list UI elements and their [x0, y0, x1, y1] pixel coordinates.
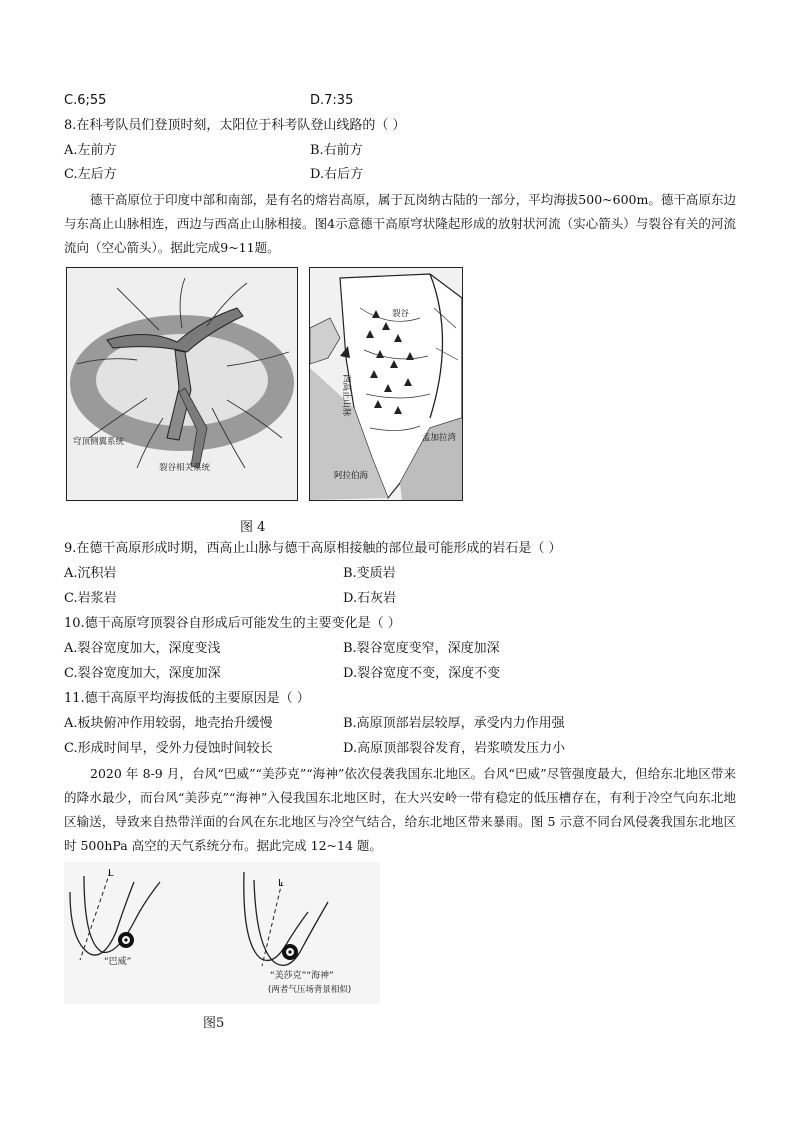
- trough-line-label-2: L: [278, 878, 284, 889]
- q11-option-b: B.高原顶部岩层较厚，承受内力作用强: [343, 716, 565, 731]
- bay-of-bengal-label: 孟加拉湾: [422, 433, 457, 443]
- q9-option-c: C.岩浆岩: [64, 591, 117, 606]
- rift-label: 裂谷: [392, 309, 410, 319]
- q9-option-a: A.沉积岩: [64, 566, 117, 581]
- q7-option-c: C.6;55: [64, 93, 107, 108]
- q8-option-d: D.右后方: [310, 167, 364, 182]
- figure-5-weather-systems: [64, 862, 380, 1004]
- arabian-sea-label: 阿拉伯海: [334, 471, 369, 481]
- q9-option-d: D.石灰岩: [343, 591, 397, 606]
- q9-option-b: B.变质岩: [343, 566, 396, 581]
- q10-option-c: C.裂谷宽度加大，深度加深: [64, 666, 221, 681]
- passage-typhoon: 2020 年 8-9 月，台风“巴威”“美莎克”“海神”依次侵袭我国东北地区。台风“巴威”尽管强度最大，但给东北地区带来的降水最少，而台风“美莎克”“海神”入侵我国东北地区时，在大兴安岭一带有稳定的低压槽存在，有利于冷空气向东北地区输送，导致来自热带洋面的台风在东北地区与冷空气结合，给东北地区带来暴雨。图 5 示意不同台风侵袭我国东北地区时 500hPa 高空的天气系统分布。据此完成 12~14 题。: [64, 766, 736, 853]
- q11-option-d: D.高原顶部裂谷发育，岩浆喷发压力小: [343, 741, 566, 756]
- q8-stem: 8.在科考队员们登顶时刻，太阳位于科考队登山线路的（ ）: [64, 118, 406, 133]
- pressure-trough-diagram: [64, 862, 380, 1004]
- q11-option-c: C.形成时间早，受外力侵蚀时间较长: [64, 741, 273, 756]
- figure-4-dome-diagram: [66, 267, 298, 501]
- q9-stem: 9.在德干高原形成时期，西高止山脉与德干高原相接触的部位最可能形成的岩石是（ ）: [64, 541, 562, 556]
- figure-4-india-map: [309, 267, 463, 501]
- dome-rift-diagram: [67, 268, 297, 500]
- q10-option-a: A.裂谷宽度加大，深度变浅: [64, 641, 221, 656]
- trough-line-label-1: L: [108, 868, 114, 879]
- india-river-map: [310, 268, 462, 500]
- q11-stem: 11.德干高原平均海拔低的主要原因是（ ）: [64, 691, 310, 706]
- q8-option-c: C.左后方: [64, 167, 117, 182]
- q10-option-b: B.裂谷宽度变窄，深度加深: [343, 641, 500, 656]
- pressure-background-note: (两者气压场背景相似): [268, 985, 352, 995]
- typhoon-maysak-haishen-label: “美莎克”“海神”: [270, 971, 334, 981]
- q8-option-b: B.右前方: [310, 143, 363, 158]
- q8-option-a: A.左前方: [64, 143, 117, 158]
- figure-5-caption: 图5: [203, 1016, 225, 1031]
- dome-flank-label: 穹顶侧翼系统: [73, 437, 125, 447]
- typhoon-bawei-label: “巴威”: [104, 957, 132, 967]
- q11-option-a: A.板块俯冲作用较弱，地壳抬升缓慢: [64, 716, 273, 731]
- passage-deccan: 德干高原位于印度中部和南部，是有名的熔岩高原，属于瓦岗纳古陆的一部分，平均海拔500~600m。德干高原东边与东高止山脉相连，西边与西高止山脉相接。图4示意德干高原穹状隆起形成的放射状河流（实心箭头）与裂谷有关的河流流向（空心箭头）。据此完成9~11题。: [64, 192, 736, 255]
- q7-option-d: D.7:35: [310, 93, 354, 108]
- western-ghats-label: 西高止山脉: [341, 374, 351, 417]
- rift-system-label: 裂谷相关系统: [159, 463, 211, 473]
- q10-stem: 10.德干高原穹顶裂谷自形成后可能发生的主要变化是（ ）: [64, 616, 401, 631]
- q10-option-d: D.裂谷宽度不变，深度不变: [343, 666, 501, 681]
- figure-4-caption: 图 4: [240, 520, 266, 535]
